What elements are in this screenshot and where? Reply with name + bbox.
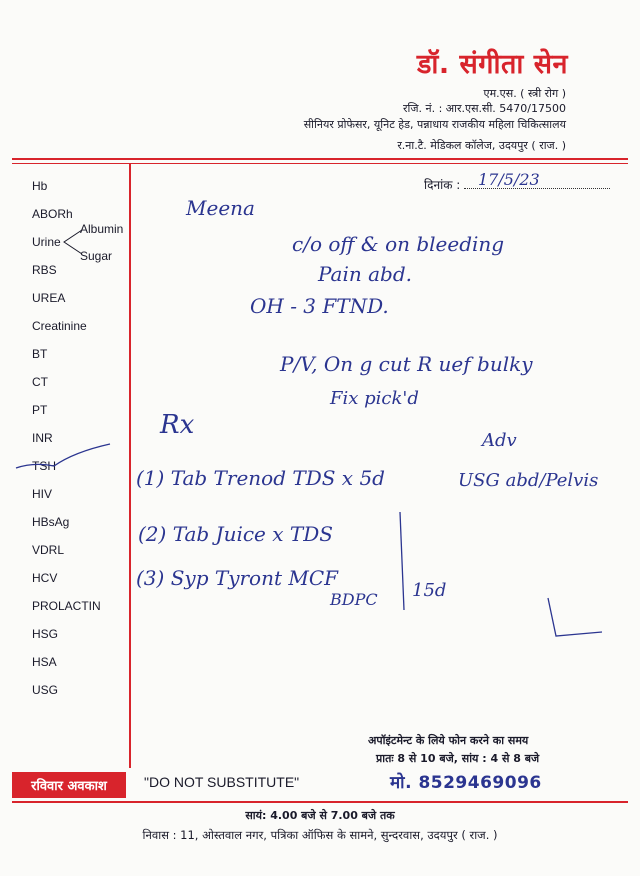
- test-item: CT: [32, 375, 48, 389]
- test-item: PT: [32, 403, 48, 417]
- test-item: TSH: [32, 459, 56, 473]
- medicine-1: (1) Tab Trenod TDS x 5d: [136, 466, 385, 490]
- test-item: USG: [32, 683, 59, 697]
- tsh-tick-mark: [14, 440, 114, 472]
- test-item: RBS: [32, 263, 57, 277]
- sidebar-divider: [129, 164, 131, 768]
- test-item: HIV: [32, 487, 53, 501]
- do-not-substitute-note: "DO NOT SUBSTITUTE": [144, 774, 300, 790]
- medicine-3: (3) Syp Tyront MCF: [136, 566, 339, 590]
- complaint-line-2: Pain abd.: [318, 262, 413, 286]
- test-item: HSG: [32, 627, 59, 641]
- urine-brace-icon: [60, 228, 84, 258]
- evening-hours: सायं: 4.00 बजे से 7.00 बजे तक: [245, 809, 395, 822]
- footer-rule: [12, 801, 628, 803]
- prescription-strokes: [380, 500, 610, 650]
- header-rule-thin: [12, 163, 628, 164]
- duration: 15d: [412, 580, 447, 601]
- test-item: Hb: [32, 179, 48, 193]
- phone-number: मो. 8529469096: [390, 773, 542, 793]
- exam-line-1: P/V, On g cut R uef bulky: [280, 352, 533, 376]
- doctor-degree: एम.एस. ( स्त्री रोग ): [483, 87, 566, 100]
- medicine-3-dose: BDPC: [330, 590, 378, 609]
- test-item: Albumin: [80, 222, 124, 236]
- patient-name: Meena: [186, 196, 255, 220]
- appointment-title: अपॉइंटमेन्ट के लिये फोन करने का समय: [368, 734, 529, 747]
- test-item: PROLACTIN: [32, 599, 101, 613]
- rx-symbol: Rx: [160, 410, 195, 440]
- test-item: BT: [32, 347, 48, 361]
- exam-line-2: Fix pick'd: [330, 388, 419, 409]
- college: र.ना.टै. मेडिकल कॉलेज, उदयपुर ( राज. ): [397, 139, 566, 152]
- header-rule: [12, 158, 628, 160]
- test-item: ABORh: [32, 207, 73, 221]
- advice-label: Adv: [482, 430, 517, 451]
- history-line: OH - 3 FTND.: [250, 294, 389, 318]
- designation: सीनियर प्रोफेसर, यूनिट हेड, पन्नाधाय राजकीय महिला चिकित्सालय: [303, 118, 566, 131]
- registration-number: रजि. नं. : आर.एस.सी. 5470/17500: [402, 102, 566, 115]
- test-item: Sugar: [80, 249, 113, 263]
- test-item: VDRL: [32, 543, 65, 557]
- date-label: दिनांक :: [424, 178, 461, 192]
- date-value: 17/5/23: [478, 170, 540, 189]
- test-item: Urine: [32, 235, 61, 249]
- medicine-2: (2) Tab Juice x TDS: [138, 522, 333, 546]
- test-item: Creatinine: [32, 319, 87, 333]
- advice-line: USG abd/Pelvis: [458, 470, 599, 491]
- test-item: HCV: [32, 571, 58, 585]
- test-item: INR: [32, 431, 53, 445]
- test-item: HBsAg: [32, 515, 70, 529]
- complaint-line-1: c/o off & on bleeding: [292, 232, 505, 256]
- test-item: UREA: [32, 291, 66, 305]
- appointment-hours: प्रातः 8 से 10 बजे, सांय : 4 से 8 बजे: [376, 752, 540, 765]
- test-item: HSA: [32, 655, 57, 669]
- sunday-off-badge: रविवार अवकाश: [12, 772, 126, 798]
- residence-address: निवास : 11, ओस्तवाल नगर, पत्रिका ऑफिस के सामने, सुन्दरवास, उदयपुर ( राज. ): [142, 828, 498, 842]
- doctor-name: डॉ. संगीता सेन: [416, 49, 568, 80]
